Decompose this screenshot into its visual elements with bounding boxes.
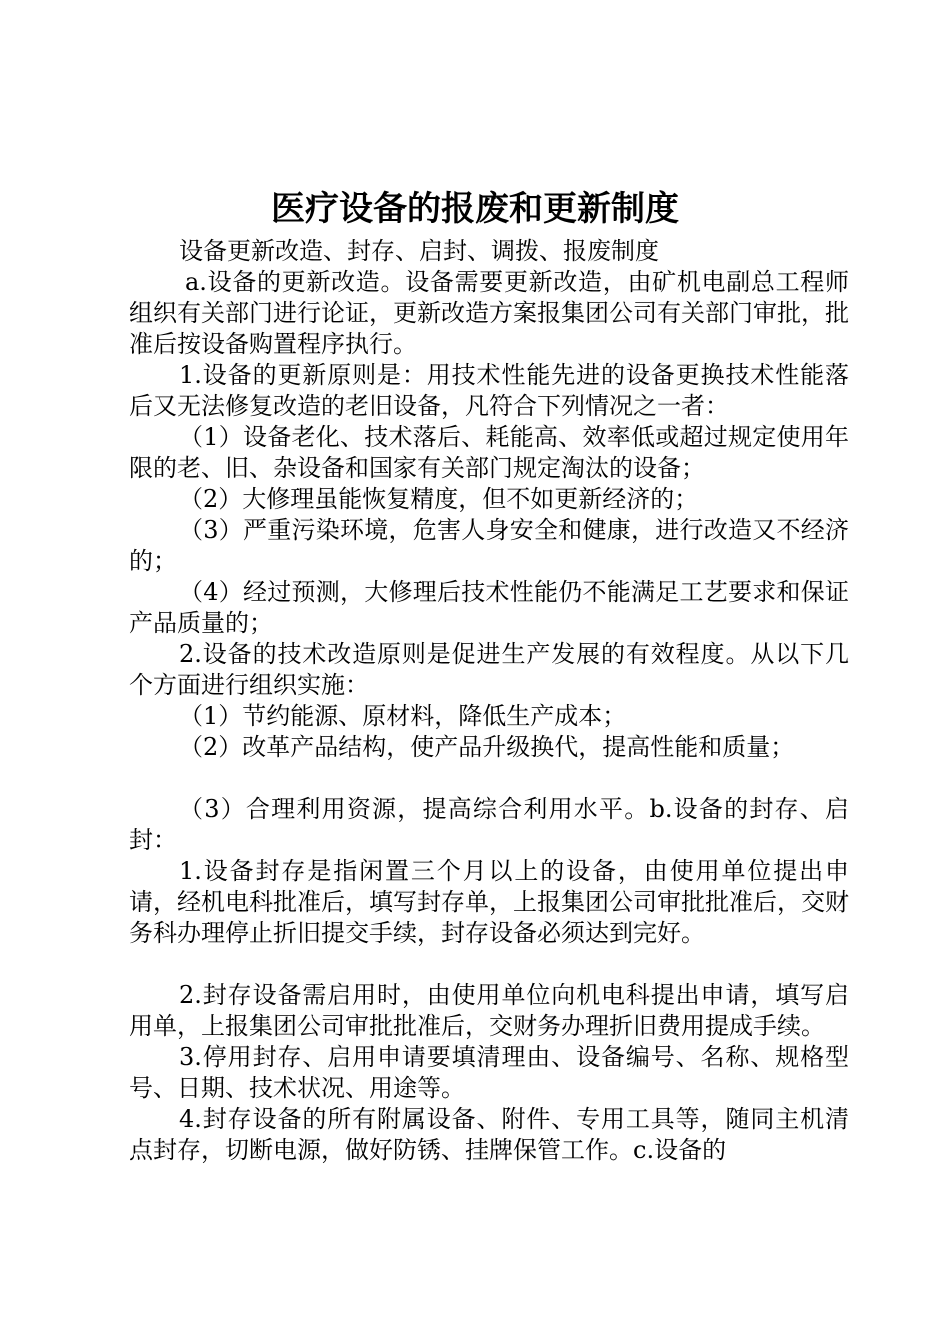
- paragraph-condition-1: （1）设备老化、技术落后、耗能高、效率低或超过规定使用年限的老、旧、杂设备和国家有关部门规定淘汰的设备；: [129, 423, 849, 482]
- document-title: 医疗设备的报废和更新制度: [271, 189, 679, 229]
- paragraph-update-principle: 1.设备的更新原则是：用技术性能先进的设备更换技术性能落后又无法修复改造的老旧设备，凡符合下列情况之一者：: [129, 361, 849, 420]
- paragraph-a-update: a.设备的更新改造。设备需要更新改造，由矿机电副总工程师组织有关部门进行论证，更新改造方案报集团公司有关部门审批，批准后按设备购置程序执行。: [129, 268, 849, 358]
- paragraph-seal-4: 4.封存设备的所有附属设备、附件、专用工具等，随同主机清点封存，切断电源，做好防锈、挂牌保管工作。c.设备的: [129, 1105, 849, 1164]
- paragraph-renovation-principle: 2.设备的技术改造原则是促进生产发展的有效程度。从以下几个方面进行组织实施：: [129, 640, 849, 699]
- paragraph-section-heading: 设备更新改造、封存、启封、调拨、报废制度: [179, 237, 659, 265]
- document-body: [129, 236, 849, 1166]
- paragraph-seal-3: 3.停用封存、启用申请要填清理由、设备编号、名称、规格型号、日期、技术状况、用途等。: [129, 1043, 849, 1102]
- paragraph-seal-1: 1.设备封存是指闲置三个月以上的设备，由使用单位提出申请，经机电科批准后，填写封存单，上报集团公司审批批准后，交财务科办理停止折旧提交手续，封存设备必须达到完好。: [129, 857, 849, 947]
- paragraph-condition-4: （4）经过预测，大修理后技术性能仍不能满足工艺要求和保证产品质量的；: [129, 578, 849, 637]
- paragraph-renovation-3: （3）合理利用资源，提高综合利用水平。b.设备的封存、启封：: [129, 795, 849, 854]
- paragraph-condition-2: （2）大修理虽能恢复精度，但不如更新经济的；: [179, 485, 699, 513]
- paragraph-condition-3: （3）严重污染环境，危害人身安全和健康，进行改造又不经济的；: [129, 516, 849, 575]
- paragraph-renovation-1: （1）节约能源、原材料，降低生产成本；: [179, 702, 627, 730]
- paragraph-seal-2: 2.封存设备需启用时，由使用单位向机电科提出申请，填写启用单，上报集团公司审批批准后，交财务办理折旧费用提成手续。: [129, 981, 849, 1040]
- paragraph-renovation-2: （2）改革产品结构，使产品升级换代，提高性能和质量；: [179, 733, 795, 761]
